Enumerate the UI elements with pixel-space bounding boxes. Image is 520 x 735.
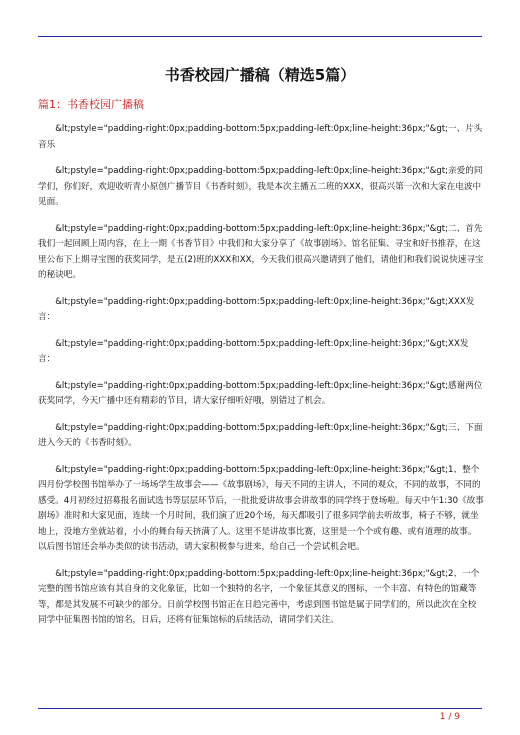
- document-body: [38, 122, 484, 640]
- page-indicator: 1 / 9: [439, 712, 460, 722]
- header-rule: [38, 36, 482, 37]
- paragraph: &lt;pstyle="padding-right:0px;padding-bottom:5px;padding-left:0px;line-height:36px;"&gt;2、一个完整的图书馆应该有其自身的文化象征，比如一个独特的名字，一个象征其意义的图标，一个丰富、有特色的馆藏等等，都是其发展不可缺少的部分。日前学校图书馆正在日趋完善中，考虑到图书馆是属于同学们的，所以此次在全校同学中征集图书馆的馆名，日后，还将有征集馆标的后续活动，请同学们关注。: [38, 568, 480, 625]
- footer-rule: [38, 708, 482, 709]
- paragraph: &lt;pstyle="padding-right:0px;padding-bottom:5px;padding-left:0px;line-height:36px;"&gt;二、首先我们一起回顾上周内容，在上一期《书香节目》中我们和大家分享了《故事剧场》、馆名征集、寻宝和好书推荐，在这里公布下上期寻宝图的获奖同学，是五(2)班的XXX和XX，今天我们很高兴邀请到了他们，请他们和我们说说快速寻宝的秘诀吧。: [38, 223, 484, 280]
- section-title: 篇1：书香校园广播稿: [38, 98, 144, 111]
- paragraph: &lt;pstyle="padding-right:0px;padding-bottom:5px;padding-left:0px;line-height:36px;"&gt;XX发言：: [38, 338, 469, 364]
- paragraph: &lt;pstyle="padding-right:0px;padding-bottom:5px;padding-left:0px;line-height:36px;"&gt;一、片头音乐: [38, 124, 483, 150]
- paragraph: &lt;pstyle="padding-right:0px;padding-bottom:5px;padding-left:0px;line-height:36px;"&gt;感谢两位获奖同学，今天广播中还有精彩的节目，请大家仔细听好哦，别错过了机会。: [38, 380, 483, 406]
- paragraph: &lt;pstyle="padding-right:0px;padding-bottom:5px;padding-left:0px;line-height:36px;"&gt;XXX发言：: [38, 296, 475, 322]
- paragraph: &lt;pstyle="padding-right:0px;padding-bottom:5px;padding-left:0px;line-height:36px;"&gt;亲爱的同学们，你们好，欢迎收听青小原创广播节目《书香时刻》，我是本次主播五二班的XXX，很高兴第一次和大家在电波中见面。: [38, 166, 483, 207]
- paragraph: &lt;pstyle="padding-right:0px;padding-bottom:5px;padding-left:0px;line-height:36px;"&gt;三、下面进入今天的《书香时刻》。: [38, 422, 483, 448]
- paragraph: &lt;pstyle="padding-right:0px;padding-bottom:5px;padding-left:0px;line-height:36px;"&gt;1、整个四月份学校图书馆举办了一场场学生故事会——《故事剧场》，每天不同的主讲人，不同的观众，不同的故事，不同的感受。4月初经过招募报名面试选书等层层环节后，一批批爱讲故事会讲故事的同学终于登场啦。每天中午1:30《故事剧场》准时和大家见面，连续一个月时间，我们演了近20个场，每天都吸引了很多同学前去听故事，椅子不够，就坐地上，没地方坐就站着，小小的舞台每天挤满了人。这里不是讲故事比赛，这里是一个个或有趣、或有道理的故事。以后图书馆还会举办类似的读书活动，请大家积极参与进来，给自己一个尝试机会吧。: [38, 464, 484, 552]
- document-title: 书香校园广播稿（精选5篇）: [164, 66, 356, 84]
